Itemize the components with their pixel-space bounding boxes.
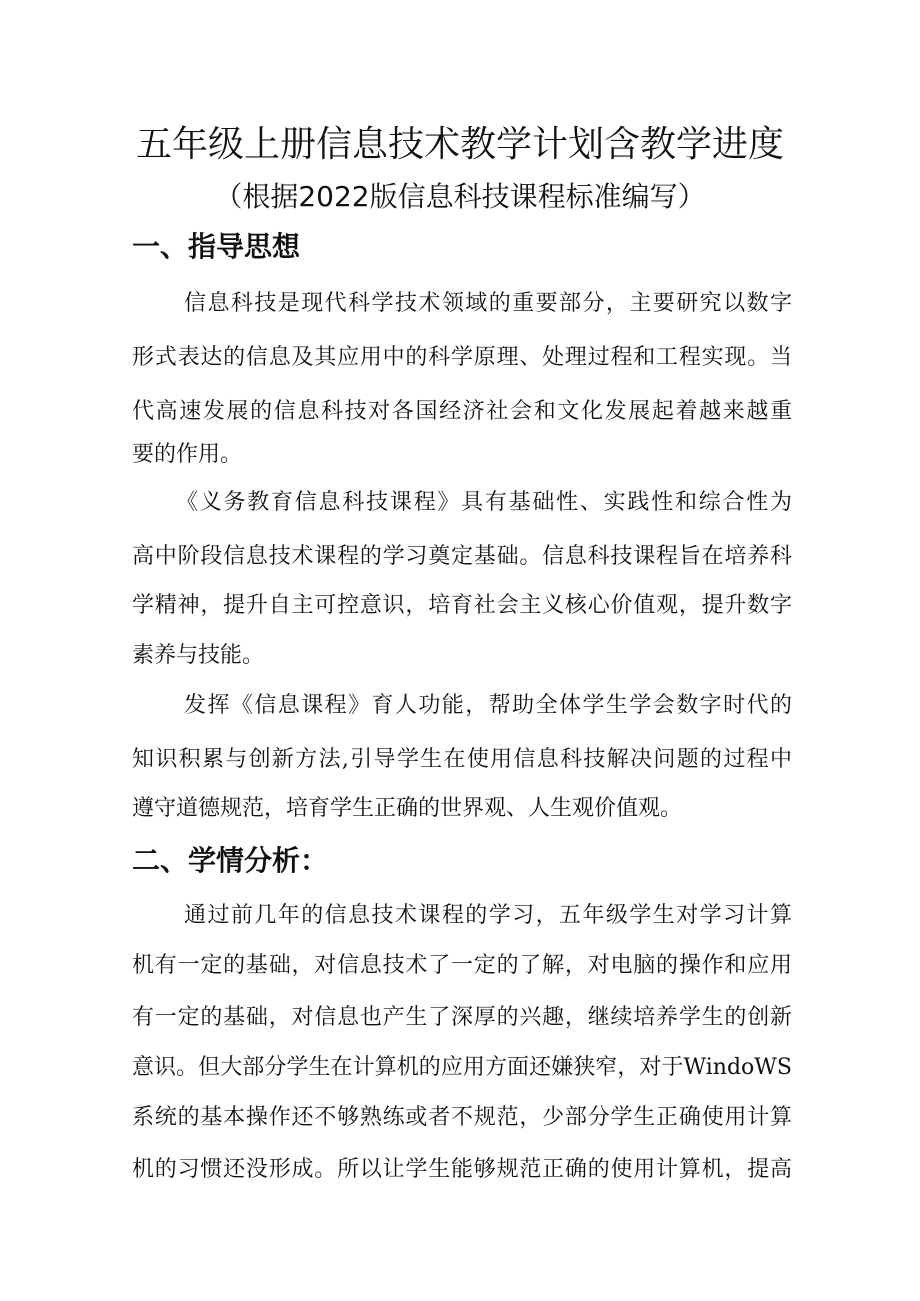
paragraph-line: 系统的基本操作还不够熟练或者不规范，少部分学生正确使用计算 bbox=[132, 1105, 792, 1130]
document-subtitle: （根据2022版信息科技课程标准编写） bbox=[214, 180, 706, 213]
paragraph-line: 要的作用。 bbox=[132, 442, 243, 467]
paragraph-line: 有一定的基础，对信息也产生了深厚的兴趣，继续培养学生的创新 bbox=[132, 1005, 792, 1030]
paragraph-line: 机的习惯还没形成。所以让学生能够规范正确的使用计算机，提高 bbox=[132, 1157, 792, 1182]
paragraph-line: 通过前几年的信息技术课程的学习，五年级学生对学习计算 bbox=[184, 903, 792, 928]
paragraph-line: 高中阶段信息技术课程的学习奠定基础。信息科技课程旨在培养科 bbox=[132, 544, 792, 569]
paragraph-line: 素养与技能。 bbox=[132, 643, 265, 668]
section-heading-guiding-ideology: 一、指导思想 bbox=[132, 230, 301, 263]
paragraph-line: 学精神，提升自主可控意识，培育社会主义核心价值观，提升数字 bbox=[132, 593, 792, 618]
paragraph-line: 《义务教育信息科技课程》具有基础性、实践性和综合性为 bbox=[176, 490, 792, 515]
paragraph-line: 意识。但大部分学生在计算机的应用方面还嫌狭窄，对于WindoWS bbox=[132, 1055, 792, 1080]
paragraph-line: 形式表达的信息及其应用中的科学原理、处理过程和工程实现。当 bbox=[132, 345, 792, 370]
paragraph-line: 机有一定的基础，对信息技术了一定的了解，对电脑的操作和应用 bbox=[132, 953, 792, 978]
paragraph-line: 发挥《信息课程》育人功能，帮助全体学生学会数字时代的 bbox=[184, 693, 792, 718]
paragraph-line: 知识积累与创新方法,引导学生在使用信息科技解决问题的过程中 bbox=[132, 747, 792, 772]
paragraph-line: 代高速发展的信息科技对各国经济社会和文化发展起着越来越重 bbox=[132, 399, 792, 424]
paragraph-line: 遵守道德规范，培育学生正确的世界观、人生观价值观。 bbox=[132, 796, 683, 821]
document-title: 五年级上册信息技术教学计划含教学进度 bbox=[135, 124, 784, 165]
section-heading-student-analysis: 二、学情分析： bbox=[132, 844, 329, 877]
paragraph-line: 信息科技是现代科学技术领域的重要部分，主要研究以数字 bbox=[184, 291, 792, 316]
